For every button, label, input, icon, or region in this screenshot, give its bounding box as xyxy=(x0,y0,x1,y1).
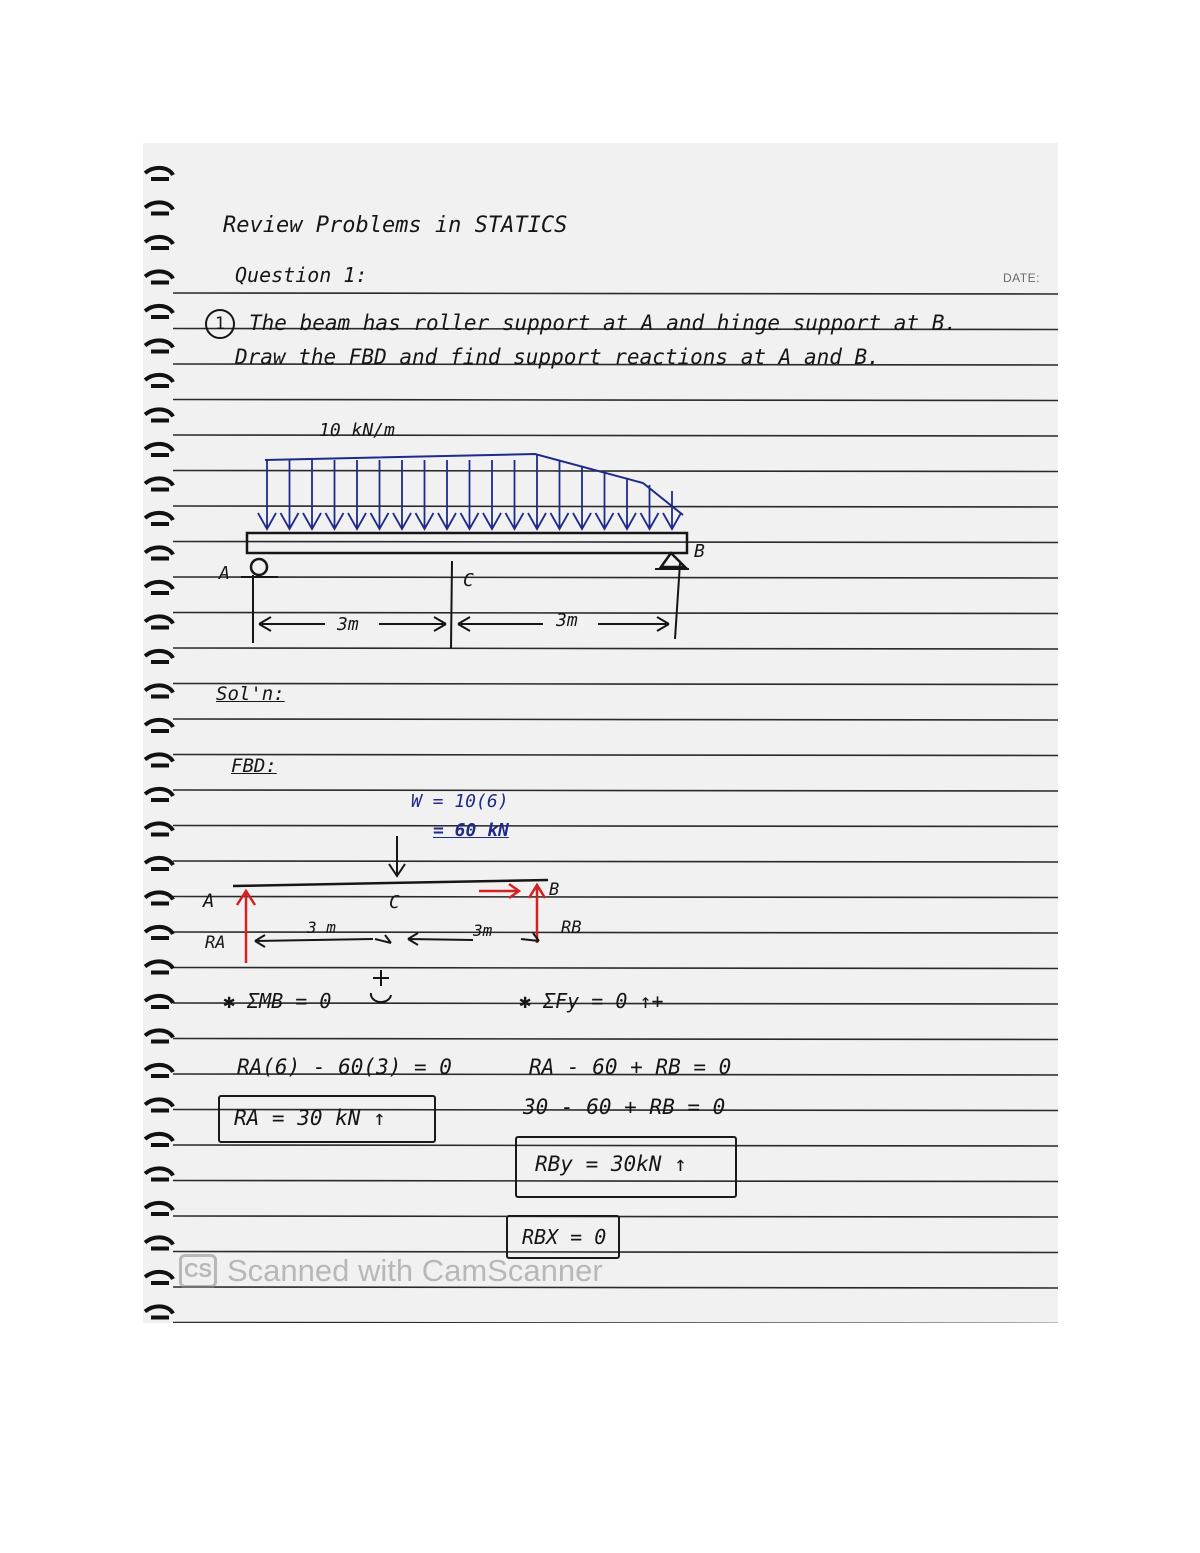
fbd-a-label: A xyxy=(203,890,215,912)
resultant-force-arrow xyxy=(389,836,405,876)
resultant-line-2: = 60 kN xyxy=(433,820,509,841)
page-title: Review Problems in STATICS xyxy=(223,213,568,238)
moment-eq-heading: ✱ ΣMB = 0 xyxy=(223,989,332,1013)
load-label: 10 kN/m xyxy=(319,420,395,441)
moment-eq-result-box xyxy=(218,1095,436,1143)
fbd-ra-label: RA xyxy=(205,933,226,953)
problem-line-2: Draw the FBD and find support reactions at A and B. xyxy=(235,345,880,369)
fbd-span-right: 3m xyxy=(473,921,493,940)
reaction-b-arrow xyxy=(529,885,545,943)
force-eq-heading-text: ΣFy = 0 ↑+ xyxy=(543,989,664,1013)
force-eq-line-2: 30 - 60 + RB = 0 xyxy=(523,1095,726,1119)
reaction-bx-arrow xyxy=(479,884,519,898)
moment-eq-line-1: RA(6) - 60(3) = 0 xyxy=(237,1055,452,1079)
fbd-c-label: C xyxy=(389,892,400,913)
force-eq-heading: ✱ ΣFy = 0 ↑+ xyxy=(519,989,664,1013)
moment-eq-result: RA = 30 kN ↑ xyxy=(234,1106,386,1130)
span-left-label: 3m xyxy=(337,614,359,635)
point-c-label: C xyxy=(463,570,474,591)
watermark-text: Scanned with CamScanner xyxy=(227,1253,603,1288)
span-right-label: 3m xyxy=(556,610,578,631)
force-eq-result-by: RBy = 30kN ↑ xyxy=(535,1152,687,1176)
force-eq-result-bx: RBX = 0 xyxy=(522,1225,607,1249)
moment-eq-heading-text: ΣMB = 0 xyxy=(247,989,332,1013)
notebook-page xyxy=(143,143,1058,1323)
camscanner-watermark xyxy=(179,1251,603,1291)
point-b-label: B xyxy=(694,541,705,562)
fbd-rb-label: RB xyxy=(561,918,582,938)
solution-heading: Sol'n: xyxy=(216,683,285,705)
problem-line-1: The beam has roller support at A and hinge support at B. xyxy=(249,311,958,335)
reaction-a-arrow xyxy=(237,891,255,963)
problem-number: 1 xyxy=(205,309,235,339)
resultant-line-1: W = 10(6) xyxy=(411,791,509,812)
fbd-beam xyxy=(233,880,548,886)
fbd-dimension-arrows xyxy=(255,933,539,947)
fbd-span-left: 3 m xyxy=(307,918,336,937)
date-label: DATE: xyxy=(1003,271,1040,285)
camscanner-logo-icon: CS xyxy=(179,1254,217,1288)
force-eq-by-box xyxy=(515,1136,737,1198)
force-eq-line-1: RA - 60 + RB = 0 xyxy=(529,1055,732,1079)
fbd-b-label: B xyxy=(549,880,560,900)
fbd-heading: FBD: xyxy=(231,755,277,777)
question-label: Question 1: xyxy=(235,263,368,287)
point-a-label: A xyxy=(219,563,230,584)
moment-sign-icon xyxy=(371,970,391,1002)
